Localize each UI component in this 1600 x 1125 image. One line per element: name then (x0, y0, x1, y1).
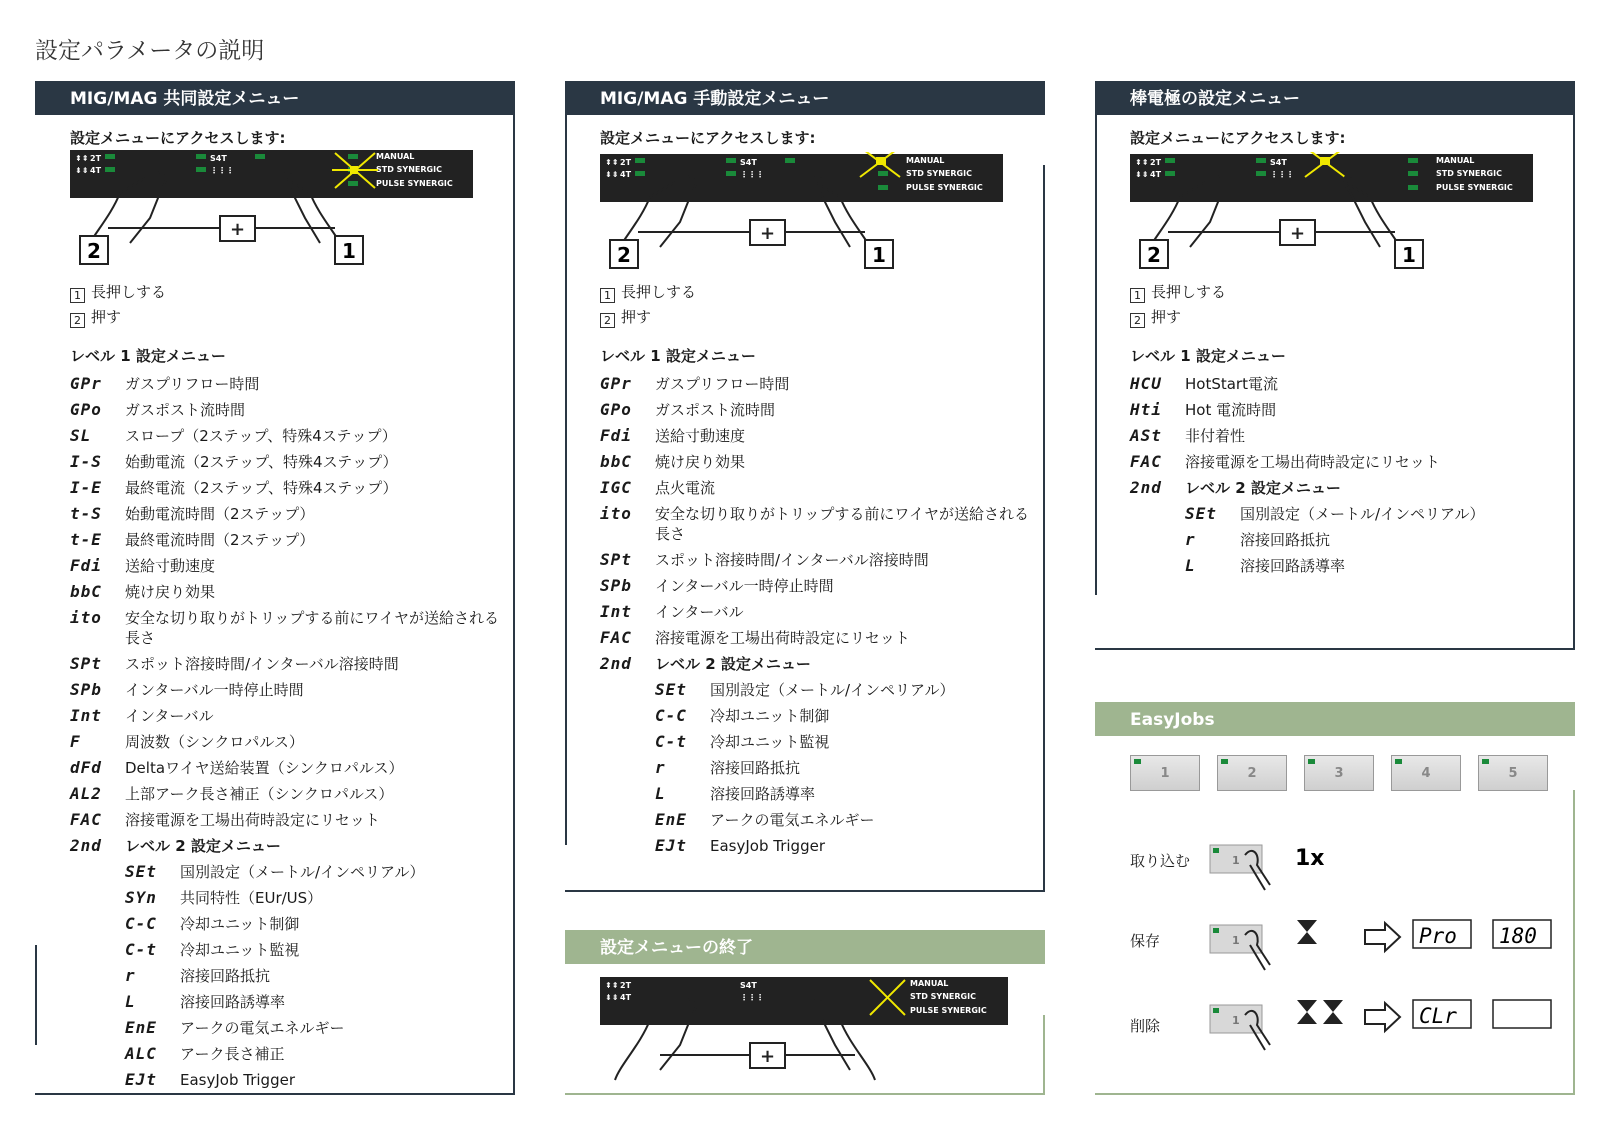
param-desc: EasyJob Trigger (180, 1071, 295, 1089)
param-desc: インターバル (655, 603, 744, 621)
param-desc: アークの電気エネルギー (710, 811, 875, 829)
param-code: GPo (600, 400, 632, 419)
param-row (655, 680, 1030, 700)
level1-title: レベル 1 設定メニュー (1130, 347, 1286, 365)
svg-text:2T: 2T (620, 981, 632, 990)
svg-text:⇞⇞: ⇞⇞ (75, 154, 89, 163)
svg-text:4T: 4T (620, 170, 632, 179)
svg-text:STD SYNERGIC: STD SYNERGIC (1436, 169, 1502, 178)
svg-text:PULSE SYNERGIC: PULSE SYNERGIC (910, 1006, 987, 1015)
param-code: SEt (1185, 504, 1217, 523)
param-code: L (125, 992, 136, 1011)
svg-text:⇟⇟: ⇟⇟ (605, 993, 619, 1002)
svg-text:1: 1 (1232, 1014, 1240, 1027)
param-desc: 共同特性（EUr/US） (180, 889, 323, 907)
svg-text:+: + (1290, 223, 1306, 244)
svg-text:⋮⋮⋮: ⋮⋮⋮ (740, 993, 764, 1002)
access-steps: 1 長押しする 2 押す (600, 280, 696, 330)
column-border (1043, 165, 1045, 890)
param-desc: 点火電流 (655, 479, 716, 497)
param-row (70, 706, 500, 726)
svg-text:+: + (230, 219, 246, 240)
exit-menu-panel (565, 930, 1045, 964)
param-code: GPo (70, 400, 102, 419)
param-code: GPr (70, 374, 102, 393)
param-desc: 周波数（シンクロパルス） (125, 733, 304, 751)
manual-settings-column (565, 81, 1045, 148)
control-panel-illustration (600, 975, 1010, 1090)
common-params-list: レベル 1 設定メニュー GPr ガスプリフロー時間 GPo ガスポスト流時間 SL スロープ（2ステップ、特殊4ステップ） I-S 始動電流（2ステップ、特殊4ステップ） I-E 最終電流（2ステップ、特殊4ステップ） t-S 始動電流時間（2ステップ） t-E 最終電流時間（2ステップ） Fdi 送給寸動速度 bbC 焼け戻り効果 ito 安全な切り取りがトリップする前にワイヤが送給される長さ SPt スポット溶接時間/インターバル溶接時間 SPb インターバル一時停止時間 Int インターバル F 周波数（シンクロパルス） dFd Deltaワイヤ送給装置（シンクロパルス） AL2 上部アーク長さ補正（シンクロパルス） FAC 溶接電源を工場出荷時設定にリセット 2nd レベル 2 設定メニュー SEt 国別設定（メートル/インペリアル） SYn 共同特性（EUr/US） C-C 冷却ユニット制御 C-t 冷却ユニット監視 r 溶接回路抵抗 L 溶接回路誘導率 EnE アークの電気エネルギー ALC アーク長さ補正 EJt EasyJob Trigger (70, 347, 499, 1089)
param-code: EJt (125, 1070, 157, 1089)
svg-text:STD SYNERGIC: STD SYNERGIC (910, 992, 976, 1001)
param-row (655, 758, 1030, 778)
svg-text:PULSE SYNERGIC: PULSE SYNERGIC (906, 183, 983, 192)
param-row (70, 784, 500, 804)
svg-text:2T: 2T (620, 158, 632, 167)
param-desc: 焼け戻り効果 (655, 453, 746, 471)
param-row (655, 732, 1030, 752)
svg-text:2: 2 (87, 239, 101, 263)
param-desc: HotStart電流 (1185, 375, 1278, 393)
param-row (125, 1018, 500, 1038)
param-desc: スポット溶接時間/インターバル溶接時間 (125, 655, 399, 673)
svg-text:1: 1 (342, 239, 356, 263)
param-code: Int (70, 706, 102, 725)
param-row (1185, 504, 1560, 524)
easyjob-button-4[interactable]: 4 (1391, 755, 1461, 791)
param-desc: ガスプリフロー時間 (655, 375, 790, 393)
param-code: C-t (655, 732, 687, 751)
param-desc: ガスポスト流時間 (655, 401, 776, 419)
param-row (1130, 452, 1560, 472)
param-row (655, 784, 1030, 804)
param-desc: 溶接回路抵抗 (1240, 531, 1331, 549)
param-desc: 溶接電源を工場出荷時設定にリセット (125, 811, 380, 829)
svg-text:1: 1 (1232, 934, 1240, 947)
param-desc: 上部アーク長さ補正（シンクロパルス） (125, 785, 394, 803)
param-desc: 溶接回路抵抗 (180, 967, 271, 985)
param-code: C-t (125, 940, 157, 959)
param-desc: 冷却ユニット監視 (710, 733, 830, 751)
param-row (70, 504, 500, 524)
param-row (600, 550, 1030, 570)
easyjob-actions-illustration (1205, 835, 1575, 1075)
param-row (600, 400, 1030, 420)
param-row (70, 732, 500, 752)
param-code: Fdi (600, 426, 632, 445)
param-row (125, 992, 500, 1012)
param-code: SPb (600, 576, 632, 595)
param-code: AL2 (70, 784, 102, 803)
param-desc: 冷却ユニット制御 (710, 707, 830, 725)
param-row (655, 706, 1030, 726)
param-desc: 国別設定（メートル/インペリアル） (180, 863, 425, 881)
param-desc: 送給寸動速度 (655, 427, 746, 445)
param-desc: 始動電流（2ステップ、特殊4ステップ） (125, 453, 398, 471)
level1-title: レベル 1 設定メニュー (600, 347, 756, 365)
param-row (600, 628, 1030, 648)
svg-text:4T: 4T (620, 993, 632, 1002)
param-row (70, 758, 500, 778)
param-code: dFd (70, 758, 102, 777)
param-row (655, 810, 1030, 830)
svg-text:CLr: CLr (1419, 1004, 1457, 1028)
svg-text:⋮⋮⋮: ⋮⋮⋮ (1270, 170, 1294, 179)
param-row (125, 888, 500, 908)
easyjob-button-2[interactable]: 2 (1217, 755, 1287, 791)
param-code: r (1185, 530, 1196, 549)
svg-text:STD SYNERGIC: STD SYNERGIC (906, 169, 972, 178)
svg-text:PULSE SYNERGIC: PULSE SYNERGIC (376, 179, 453, 188)
param-desc: スロープ（2ステップ、特殊4ステップ） (125, 427, 397, 445)
param-row (70, 608, 500, 648)
param-desc: 溶接回路誘導率 (710, 785, 816, 803)
param-code: t-S (70, 504, 102, 523)
param-code: SYn (125, 888, 157, 907)
svg-text:MANUAL: MANUAL (910, 979, 949, 988)
easyjob-button-5[interactable]: 5 (1478, 755, 1548, 791)
level1-title: レベル 1 設定メニュー (70, 347, 226, 365)
param-row (600, 504, 1030, 544)
control-panel-illustration (600, 152, 1005, 277)
param-code: HCU (1130, 374, 1162, 393)
column-border (565, 1093, 1045, 1095)
param-code: GPr (600, 374, 632, 393)
param-code: IGC (600, 478, 632, 497)
svg-text:Pro: Pro (1419, 924, 1457, 948)
svg-text:STD SYNERGIC: STD SYNERGIC (376, 165, 442, 174)
column-border (565, 890, 1045, 892)
param-desc: 送給寸動速度 (125, 557, 216, 575)
svg-text:MANUAL: MANUAL (906, 156, 945, 165)
param-code: ASt (1130, 426, 1162, 445)
param-desc: 焼け戻り効果 (125, 583, 216, 601)
svg-text:2T: 2T (1150, 158, 1162, 167)
param-desc: インターバル (125, 707, 214, 725)
common-settings-header: MIG/MAG 共同設定メニュー (35, 81, 515, 115)
column-border (1573, 115, 1575, 650)
param-code: Hti (1130, 400, 1162, 419)
param-desc: Deltaワイヤ送給装置（シンクロパルス） (125, 759, 404, 777)
svg-text:2: 2 (617, 243, 631, 267)
param-code: SEt (655, 680, 687, 699)
column-border (35, 945, 37, 1045)
param-row (125, 1044, 500, 1064)
param-code: FAC (70, 810, 102, 829)
param-desc: EasyJob Trigger (710, 837, 825, 855)
param-row (125, 940, 500, 960)
param-desc: 安全な切り取りがトリップする前にワイヤが送給される長さ (125, 609, 499, 647)
stick-settings-header: 棒電極の設定メニュー (1095, 81, 1575, 115)
param-desc: ガスプリフロー時間 (125, 375, 260, 393)
param-code: bbC (600, 452, 632, 471)
access-title: 設定メニューにアクセスします: (1130, 129, 1346, 147)
svg-text:⇞⇞: ⇞⇞ (605, 158, 619, 167)
param-desc: 溶接電源を工場出荷時設定にリセット (655, 629, 910, 647)
exit-menu-header: 設定メニューの終了 (565, 930, 1045, 964)
param-code: r (655, 758, 666, 777)
param-row (70, 582, 500, 602)
param-row (70, 680, 500, 700)
easyjobs-header: EasyJobs (1095, 702, 1575, 736)
param-desc: 冷却ユニット監視 (180, 941, 300, 959)
svg-text:S4T: S4T (1270, 158, 1287, 167)
param-row (1130, 374, 1560, 394)
easyjob-button-1[interactable]: 1 (1130, 755, 1200, 791)
param-row (1130, 400, 1560, 420)
param-code: ALC (125, 1044, 157, 1063)
common-settings-column (35, 81, 515, 148)
param-code: FAC (600, 628, 632, 647)
param-code: EnE (655, 810, 687, 829)
svg-text:⇟⇟: ⇟⇟ (1135, 170, 1149, 179)
param-desc: 溶接電源を工場出荷時設定にリセット (1185, 453, 1440, 471)
param-code: SL (70, 426, 92, 445)
param-desc: Hot 電流時間 (1185, 401, 1277, 419)
param-code: EJt (655, 836, 687, 855)
page-title: 設定パラメータの説明 (35, 38, 265, 64)
param-desc: 最終電流時間（2ステップ） (125, 531, 315, 549)
svg-text:MANUAL: MANUAL (376, 152, 415, 161)
param-row (600, 426, 1030, 446)
delete-label: 削除 (1130, 1017, 1161, 1035)
svg-text:1: 1 (1232, 854, 1240, 867)
param-row (600, 576, 1030, 596)
easyjob-button-3[interactable]: 3 (1304, 755, 1374, 791)
param-row (125, 1070, 500, 1090)
param-row (125, 914, 500, 934)
svg-text:1x: 1x (1295, 846, 1325, 871)
param-desc: インターバル一時停止時間 (655, 577, 834, 595)
param-desc: 始動電流時間（2ステップ） (125, 505, 315, 523)
stick-electrode-column (1095, 81, 1575, 148)
param-row (600, 602, 1030, 622)
param-row (70, 426, 500, 446)
param-code: bbC (70, 582, 102, 601)
easyjob-buttons (1130, 755, 1548, 791)
param-row (600, 478, 1030, 498)
load-label: 取り込む (1130, 852, 1191, 870)
svg-text:PULSE SYNERGIC: PULSE SYNERGIC (1436, 183, 1513, 192)
param-code: SPt (600, 550, 632, 569)
param-row (1130, 426, 1560, 446)
param-row (70, 452, 500, 472)
svg-text:4T: 4T (1150, 170, 1162, 179)
svg-text:+: + (760, 1046, 776, 1067)
svg-text:⋮⋮⋮: ⋮⋮⋮ (210, 166, 234, 175)
svg-text:MANUAL: MANUAL (1436, 156, 1475, 165)
svg-text:⇞⇞: ⇞⇞ (1135, 158, 1149, 167)
access-steps: 1 長押しする 2 押す (1130, 280, 1226, 330)
easyjobs-panel (1095, 702, 1575, 736)
param-desc: アーク長さ補正 (180, 1045, 285, 1063)
param-desc: アークの電気エネルギー (180, 1019, 345, 1037)
svg-text:2T: 2T (90, 154, 102, 163)
param-desc: 最終電流（2ステップ、特殊4ステップ） (125, 479, 398, 497)
control-panel-illustration (1130, 152, 1535, 277)
param-row (600, 374, 1030, 394)
param-code: SPt (70, 654, 102, 673)
param-desc: 溶接回路抵抗 (710, 759, 801, 777)
param-code: L (1185, 556, 1196, 575)
param-row (70, 556, 500, 576)
param-code: ito (70, 608, 102, 627)
svg-text:1: 1 (872, 243, 886, 267)
param-row (70, 530, 500, 550)
param-desc: 安全な切り取りがトリップする前にワイヤが送給される長さ (655, 505, 1029, 543)
param-desc: 非付着性 (1185, 427, 1246, 445)
param-row (70, 810, 500, 830)
access-title: 設定メニューにアクセスします: (600, 129, 816, 147)
param-row (70, 374, 500, 394)
svg-text:+: + (760, 223, 776, 244)
svg-text:S4T: S4T (210, 154, 227, 163)
param-row (70, 400, 500, 420)
svg-text:4T: 4T (90, 166, 102, 175)
svg-text:S4T: S4T (740, 981, 757, 990)
param-row (125, 862, 500, 882)
param-code: C-C (125, 914, 157, 933)
param-desc: スポット溶接時間/インターバル溶接時間 (655, 551, 929, 569)
param-code: EnE (125, 1018, 157, 1037)
param-desc: 溶接回路誘導率 (1240, 557, 1346, 575)
manual-settings-header: MIG/MAG 手動設定メニュー (565, 81, 1045, 115)
column-border (1095, 115, 1097, 595)
param-row (600, 452, 1030, 472)
param-desc: ガスポスト流時間 (125, 401, 246, 419)
param-row (125, 966, 500, 986)
param-code: SPb (70, 680, 102, 699)
param-code: FAC (1130, 452, 1162, 471)
param-code: I-S (70, 452, 102, 471)
param-row (1185, 556, 1560, 576)
param-code: F (70, 732, 81, 751)
param-row (70, 478, 500, 498)
column-border (565, 115, 567, 845)
control-panel-illustration (70, 148, 475, 273)
svg-text:⇞⇞: ⇞⇞ (605, 981, 619, 990)
param-row (655, 836, 1030, 856)
svg-text:⇟⇟: ⇟⇟ (605, 170, 619, 179)
param-row (70, 654, 500, 674)
param-code: ito (600, 504, 632, 523)
column-border (1043, 1015, 1045, 1095)
param-code: C-C (655, 706, 687, 725)
access-steps: 1 長押しする 2 押す (70, 280, 166, 330)
param-desc: 冷却ユニット制御 (180, 915, 300, 933)
param-row (1185, 530, 1560, 550)
manual-params-list: レベル 1 設定メニュー GPr ガスプリフロー時間 GPo ガスポスト流時間 Fdi 送給寸動速度 bbC 焼け戻り効果 IGC 点火電流 ito 安全な切り取りがトリップする前にワイヤが送給される長さ SPt スポット溶接時間/インターバル溶接時間 SPb インターバル一時停止時間 Int インターバル FAC 溶接電源を工場出荷時設定にリセット 2nd レベル 2 設定メニュー SEt 国別設定（メートル/インペリアル） C-C 冷却ユニット制御 C-t 冷却ユニット監視 r 溶接回路抵抗 L 溶接回路誘導率 EnE アークの電気エネルギー EJt EasyJob Trigger (600, 347, 1029, 855)
param-code: r (125, 966, 136, 985)
access-title: 設定メニューにアクセスします: (70, 129, 286, 147)
param-desc: 国別設定（メートル/インペリアル） (1240, 505, 1485, 523)
param-desc: インターバル一時停止時間 (125, 681, 304, 699)
svg-text:⋮⋮⋮: ⋮⋮⋮ (740, 170, 764, 179)
svg-text:S4T: S4T (740, 158, 757, 167)
param-desc: 溶接回路誘導率 (180, 993, 286, 1011)
stick-params-list: レベル 1 設定メニュー HCU HotStart電流 Hti Hot 電流時間 ASt 非付着性 FAC 溶接電源を工場出荷時設定にリセット 2nd レベル 2 設定メニュー SEt 国別設定（メートル/インペリアル） r 溶接回路抵抗 L 溶接回路誘導率 (1130, 345, 1560, 582)
column-border (1095, 1093, 1575, 1095)
save-label: 保存 (1130, 932, 1161, 950)
param-code: I-E (70, 478, 102, 497)
svg-text:180: 180 (1499, 924, 1537, 948)
svg-text:2: 2 (1147, 243, 1161, 267)
param-code: Fdi (70, 556, 102, 575)
column-border (513, 115, 515, 1095)
svg-text:1: 1 (1402, 243, 1416, 267)
svg-text:⇟⇟: ⇟⇟ (75, 166, 89, 175)
column-border (1095, 648, 1575, 650)
param-code: Int (600, 602, 632, 621)
param-desc: 国別設定（メートル/インペリアル） (710, 681, 955, 699)
param-code: SEt (125, 862, 157, 881)
param-code: L (655, 784, 666, 803)
param-code: t-E (70, 530, 102, 549)
